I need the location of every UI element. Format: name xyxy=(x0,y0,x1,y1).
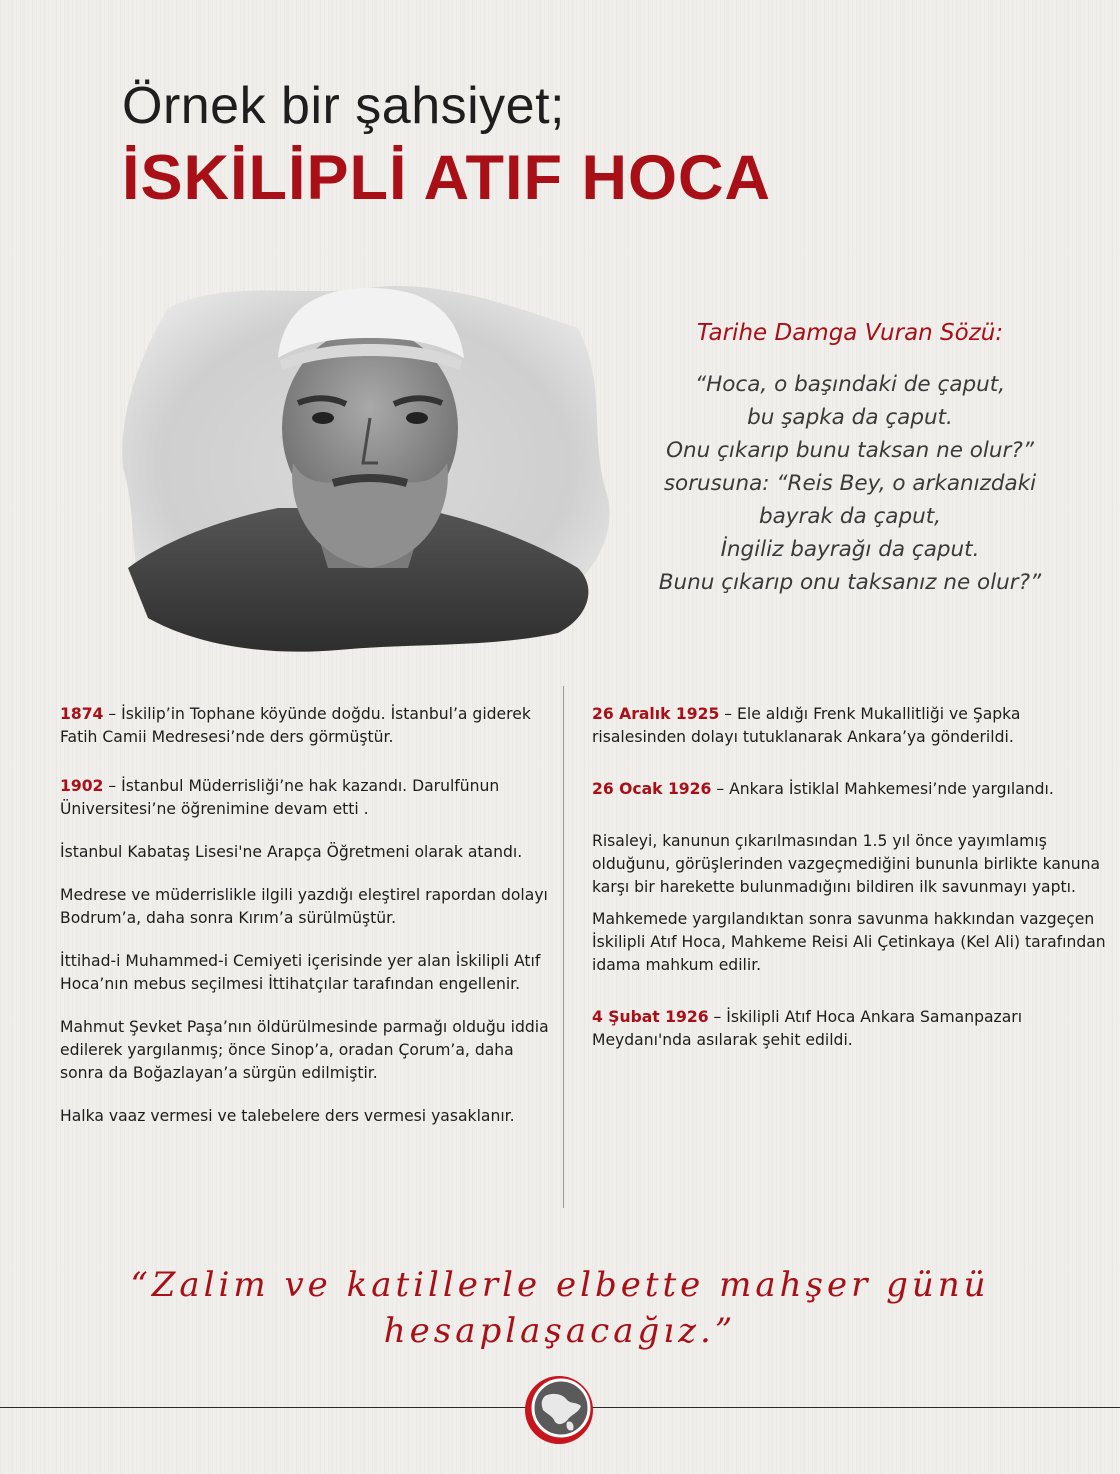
column-divider xyxy=(563,686,564,1208)
famous-quote xyxy=(590,368,1110,599)
page-title-line1: Örnek bir şahsiyet; xyxy=(122,77,565,135)
quote-line: İngiliz bayrağı da çaput. xyxy=(720,537,980,562)
portrait-photo xyxy=(108,268,628,658)
timeline-entry xyxy=(60,950,550,996)
timeline-text: İttihad-i Muhammed-i Cemiyeti içerisinde yer alan İskilipli Atıf Hoca’nın mebus seçilmesi İttihatçılar tarafından engellenir. xyxy=(60,952,541,993)
globe-icon xyxy=(523,1374,595,1446)
timeline-entry xyxy=(592,1006,1112,1052)
timeline-text: – Ankara İstiklal Mahkemesi’nde yargılandı. xyxy=(711,780,1054,798)
quote-line: sorusuna: “Reis Bey, o arkanızdaki xyxy=(663,471,1037,496)
quote-line: bayrak da çaput, xyxy=(758,504,942,529)
timeline-text: – İstanbul Müderrisliği’ne hak kazandı. Darulfünun Üniversitesi’ne öğrenimine devam etti . xyxy=(60,777,500,818)
timeline-entry xyxy=(592,778,1112,801)
timeline-year: 1902 xyxy=(60,777,104,795)
timeline-year: 26 Ocak 1926 xyxy=(592,780,712,798)
timeline-entry xyxy=(60,703,550,749)
timeline-entry xyxy=(60,1016,550,1085)
timeline-entry xyxy=(592,703,1112,749)
timeline-text: – İskilip’in Tophane köyünde doğdu. İstanbul’a giderek Fatih Camii Medresesi’nde ders görmüştür. xyxy=(60,705,531,746)
timeline-entry xyxy=(60,775,550,821)
timeline-text: – Ele aldığı Frenk Mukallitliği ve Şapka risalesinden dolayı tutuklanarak Ankara’ya gönderildi. xyxy=(592,705,1021,746)
quote-line: Onu çıkarıp bunu taksan ne olur?” xyxy=(666,438,1034,463)
timeline-text: İstanbul Kabataş Lisesi'ne Arapça Öğretmeni olarak atandı. xyxy=(60,843,523,861)
timeline-year: 26 Aralık 1925 xyxy=(592,705,720,723)
timeline-text: Medrese ve müderrislikle ilgili yazdığı eleştirel rapordan dolayı Bodrum’a, daha sonra Kırım’a sürülmüştür. xyxy=(60,886,548,927)
quote-line: Bunu çıkarıp onu taksanız ne olur?” xyxy=(658,570,1042,595)
closing-quote xyxy=(60,1262,1060,1354)
timeline-text: – İskilipli Atıf Hoca Ankara Samanpazarı Meydanı'nda asılarak şehit edildi. xyxy=(592,1008,1023,1049)
timeline-text: Risaleyi, kanunun çıkarılmasından 1.5 yıl önce yayımlamış olduğunu, görüşlerinden vazgeçmediğini bununla birlikte kanuna karşı bir harekette bulunmadığını bildiren ilk savunmayı yaptı. xyxy=(592,832,1101,896)
timeline-entry xyxy=(592,830,1112,899)
quote-heading: Tarihe Damga Vuran Sözü: xyxy=(696,320,1004,346)
timeline-entry xyxy=(60,1105,550,1128)
timeline-text: Mahkemede yargılandıktan sonra savunma hakkından vazgeçen İskilipli Atıf Hoca, Mahkeme Reisi Ali Çetinkaya (Kel Ali) tarafından idama mahkum edilir. xyxy=(592,910,1106,974)
timeline-entry xyxy=(60,884,550,930)
timeline-year: 4 Şubat 1926 xyxy=(592,1008,709,1026)
timeline-entry xyxy=(592,908,1112,977)
timeline-text: Mahmut Şevket Paşa’nın öldürülmesinde parmağı olduğu iddia edilerek yargılanmış; önce Sinop’a, oradan Çorum’a, daha sonra da Boğazlayan’a sürgün edilmiştir. xyxy=(60,1018,549,1082)
timeline-right-column xyxy=(592,703,1112,1074)
page-title-name: İSKİLİPLİ ATIF HOCA xyxy=(122,143,771,213)
closing-quote-line: “Zalim ve katillerle elbette mahşer günü xyxy=(130,1265,990,1305)
closing-quote-line: hesaplaşacağız.” xyxy=(383,1311,737,1351)
quote-line: bu şapka da çaput. xyxy=(747,405,953,430)
timeline-entry xyxy=(60,841,550,864)
timeline-left-column xyxy=(60,703,550,1148)
timeline-year: 1874 xyxy=(60,705,104,723)
quote-line: “Hoca, o başındaki de çaput, xyxy=(694,372,1006,397)
timeline-text: Halka vaaz vermesi ve talebelere ders vermesi yasaklanır. xyxy=(60,1107,515,1125)
